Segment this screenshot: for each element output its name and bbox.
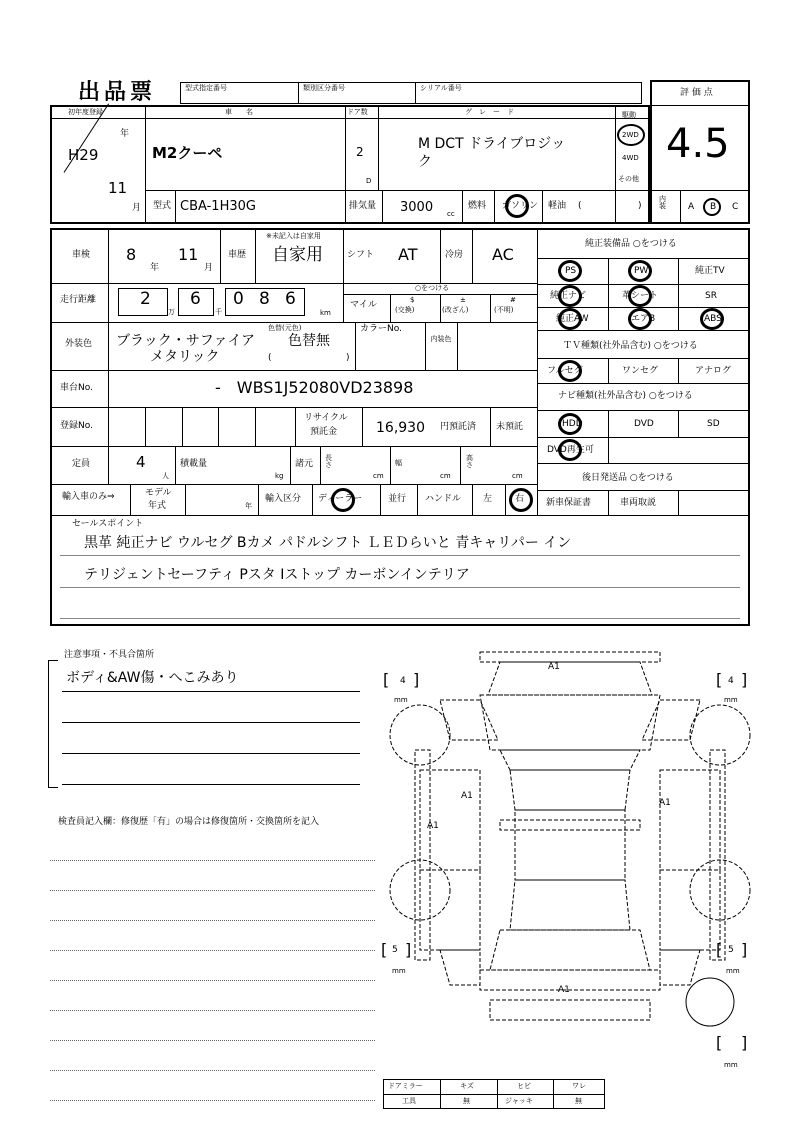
notes-bracket <box>48 660 58 788</box>
tire-rl: 5 <box>392 945 398 955</box>
car-name-label: 車 名 <box>225 108 253 116</box>
tv-oneseg: ワンセグ <box>622 366 659 376</box>
model-value: CBA-1H30G <box>180 199 256 214</box>
navi-hdd-circle <box>558 413 582 435</box>
naisou-label: 内装 <box>659 195 666 210</box>
grade-a: A <box>688 202 695 212</box>
tire-rl-bracket: [ <box>381 940 388 959</box>
door-sub: D <box>366 177 372 185</box>
spare-mm: mm <box>724 1061 738 1069</box>
navi-sd: SD <box>707 419 720 429</box>
grade-c: C <box>732 202 739 212</box>
door-label: ドア数 <box>347 108 368 116</box>
legend-row-jack: ジャッキ <box>505 1097 533 1105</box>
color-line1: ブラック・サファイア <box>116 333 256 349</box>
drive-4wd: 4WD <box>622 154 639 162</box>
grade-line1: M DCT ドライブロジッ <box>418 136 566 152</box>
legend-row-tools: 工具 <box>402 1097 416 1105</box>
equip-airbag: エアB <box>631 314 656 324</box>
equip-navi: 純正ナビ <box>550 291 587 301</box>
post-warranty: 新車保証書 <box>546 498 592 508</box>
capacity-unit: 人 <box>162 472 169 480</box>
equip-aw-circle <box>558 308 582 330</box>
fuel-paren-l: ( <box>578 201 582 211</box>
drive-other: その他 <box>618 175 639 183</box>
sales-line2: テリジェントセーフティ Pスタ Iストップ カーボンインテリア <box>84 567 470 583</box>
notes-line1: ボディ&AW傷・へこみあり <box>66 670 239 686</box>
touroku-label: 登録No. <box>60 421 93 431</box>
equip-leather: 革シート <box>622 291 659 301</box>
shaken-label: 車検 <box>72 250 91 260</box>
ac-value: AC <box>492 245 514 264</box>
tire-fl-bracket: [ <box>383 670 390 689</box>
equip-abs-circle <box>700 308 724 330</box>
naisou-color-label: 内装色 <box>430 335 452 343</box>
history-value: 自家用 <box>272 245 323 265</box>
navi-hdd: HDD <box>562 419 583 429</box>
sales-label: セールスポイント <box>72 519 144 529</box>
load-label: 積載量 <box>180 459 208 469</box>
equip-title: 純正装備品 ○をつける <box>585 239 677 249</box>
mileage-label: 走行距離 <box>60 295 97 305</box>
reg-month: 11 <box>108 179 128 197</box>
tire-rr: 5 <box>728 945 734 955</box>
model-year-label2: 年式 <box>148 501 167 511</box>
serial-label: シリアル番号 <box>420 84 462 92</box>
mileage-circle-note: ○をつける <box>415 284 450 292</box>
ac-label: 冷房 <box>445 250 464 260</box>
spare-bracket-r: ] <box>741 1033 748 1052</box>
kokan-option: (交換) <box>395 306 415 314</box>
iro-paren-l: ( <box>268 353 272 363</box>
fumei-top: # <box>510 296 516 304</box>
legend-head-kizu: キズ <box>460 1082 474 1090</box>
color-label: 外装色 <box>65 339 93 349</box>
navi-title: ナビ種類(社外品含む) ○をつける <box>558 391 693 401</box>
first-reg-label: 初年度登録 <box>68 108 103 116</box>
mileage-sen: 千 <box>215 308 222 316</box>
score-value: 4.5 <box>666 121 730 167</box>
mileage-man: 万 <box>168 308 175 316</box>
ruibetsu-label: 類別区分番号 <box>303 84 345 92</box>
iro-value: 色替無 <box>288 333 330 349</box>
tire-fl-mm: mm <box>394 696 408 704</box>
disp-cc: cc <box>447 210 455 218</box>
tv-title: ＴＶ種類(社外品含む) ○をつける <box>563 341 698 351</box>
import-dealer-circle <box>331 488 355 512</box>
tire-fr-mm: mm <box>724 696 738 704</box>
iro-paren-r: ) <box>346 353 350 363</box>
equip-tv: 純正TV <box>695 266 725 276</box>
hei-label: 高さ <box>466 454 473 469</box>
fumei-option: (不明) <box>494 306 514 314</box>
disp-label: 排気量 <box>349 201 377 211</box>
model-year-unit: 年 <box>245 502 252 510</box>
chassis-label: 車台No. <box>60 383 93 393</box>
car-diagram <box>380 640 760 1080</box>
grade-label: グ レ ー ド <box>465 108 514 116</box>
drive-2wd-circle <box>617 124 645 146</box>
recycle-label1: リサイクル <box>304 413 348 423</box>
mileage-digit-4: 8 <box>259 289 270 309</box>
tv-fullseg: フルセグ <box>547 366 583 376</box>
chassis-value: - WBS1J52080VD23898 <box>215 378 414 397</box>
tire-rr-bracket-r: ] <box>741 940 748 959</box>
shaken-month: 11 <box>178 245 199 264</box>
shaken-year-unit: 年 <box>150 263 160 273</box>
damage-mark-left-door: A1 <box>461 791 473 801</box>
car-name: M2クーペ <box>152 144 223 162</box>
recycle-unpaid: 未預託 <box>496 422 524 432</box>
recycle-label2: 預託金 <box>310 427 338 437</box>
fuel-gasoline: ガソリン <box>502 201 539 211</box>
len-cm: cm <box>373 472 384 480</box>
capacity-value: 4 <box>136 453 146 471</box>
mileage-digit-5: 6 <box>285 289 296 309</box>
grade-b-circle <box>703 198 721 216</box>
tire-fr: 4 <box>728 676 734 686</box>
tire-rl-bracket-r: ] <box>405 940 412 959</box>
inspector-label: 検査員記入欄：修復歴「有」の場合は修復箇所・交換箇所を記入 <box>58 817 320 827</box>
equip-airbag-circle <box>628 308 652 330</box>
kaizan-top: ± <box>460 296 466 304</box>
year-unit: 年 <box>120 129 130 139</box>
mile-option: マイル <box>350 300 377 310</box>
handle-right: 右 <box>515 494 525 504</box>
legend-head-ware: ワレ <box>572 1082 586 1090</box>
tire-fl: 4 <box>400 676 406 686</box>
equip-ps-circle <box>558 260 582 282</box>
tire-rr-bracket: [ <box>716 940 723 959</box>
equip-pw: PW <box>634 266 649 276</box>
equip-pw-circle <box>628 260 652 282</box>
dvd-playback: DVD再生可 <box>547 445 594 455</box>
form-title: 出品票 <box>78 80 157 105</box>
door-count: 2 <box>356 145 364 159</box>
shift-label: シフト <box>347 250 375 260</box>
load-kg: kg <box>275 472 284 480</box>
mileage-digit-2: 6 <box>190 289 201 309</box>
wid-label: 幅 <box>395 459 402 467</box>
damage-mark-left-side: A1 <box>427 821 439 831</box>
history-note: ※未記入は自家用 <box>266 232 321 240</box>
fuel-paren-r: ) <box>638 201 642 211</box>
tire-rl-mm: mm <box>392 967 406 975</box>
drive-2wd: 2WD <box>622 131 639 139</box>
model-year-label1: モデル <box>145 488 172 498</box>
equip-sr: SR <box>705 291 717 301</box>
import-label: 輸入車のみ⇒ <box>62 492 115 502</box>
damage-mark-right-door: A1 <box>659 798 671 808</box>
tire-fl-bracket-r: ] <box>413 670 420 689</box>
post-manual: 車両取説 <box>620 498 657 508</box>
fuel-label: 燃料 <box>468 201 487 211</box>
katashiki-label: 型式指定番号 <box>185 84 227 92</box>
header-code-box <box>180 82 642 104</box>
len-label: 長さ <box>325 454 332 469</box>
kaizan-option: (改ざん) <box>442 306 469 314</box>
equip-aw: 純正AW <box>556 314 589 324</box>
import-kubun-label: 輸入区分 <box>265 494 302 504</box>
score-label: 評 価 点 <box>680 88 713 98</box>
equip-leather-circle <box>628 285 652 307</box>
tire-rr-mm: mm <box>726 967 740 975</box>
tv-analog: アナログ <box>695 366 732 376</box>
spare-bracket: [ <box>716 1033 723 1052</box>
era-year: H29 <box>68 146 99 164</box>
tv-fullseg-circle <box>558 360 582 382</box>
wid-cm: cm <box>440 472 451 480</box>
handle-right-circle <box>509 488 533 512</box>
damage-mark-front: A1 <box>548 662 560 672</box>
equip-navi-circle <box>558 285 582 307</box>
grade-b: B <box>710 202 717 212</box>
shaken-year: 8 <box>126 245 137 264</box>
model-label: 型式 <box>153 201 172 211</box>
equip-abs: ABS <box>704 314 722 324</box>
dim-label: 諸元 <box>295 459 314 469</box>
colorno-label: カラーNo. <box>360 324 402 334</box>
capacity-label: 定員 <box>72 459 91 469</box>
recycle-paid: 円預託済 <box>440 422 477 432</box>
disp-value: 3000 <box>400 200 434 215</box>
color-line2: メタリック <box>150 349 220 365</box>
shaken-month-unit: 月 <box>204 263 214 273</box>
history-label: 車歴 <box>228 250 247 260</box>
handle-label: ハンドル <box>425 494 462 504</box>
dvd-playback-circle <box>558 439 582 461</box>
handle-left: 左 <box>483 494 493 504</box>
sales-line1: 黒革 純正ナビ ウルセグ Bカメ パドルシフト ＬＥＤらいと 青キャリパー イン <box>84 535 572 551</box>
month-unit: 月 <box>132 203 142 213</box>
legend-head-mirror: ドアミラー <box>388 1082 423 1090</box>
iro-label: 色替(元色) <box>268 324 302 332</box>
navi-dvd: DVD <box>634 419 654 429</box>
import-dealer: ディーラー <box>318 494 363 504</box>
tire-fr-bracket: [ <box>716 670 723 689</box>
grade-line2: ク <box>418 154 432 170</box>
fuel-gasoline-circle <box>505 194 529 218</box>
drive-label: 駆動 <box>622 111 636 119</box>
legend-row-jack-val: 無 <box>575 1097 582 1105</box>
notes-label: 注意事項・不具合箇所 <box>64 650 155 660</box>
hei-cm: cm <box>512 472 523 480</box>
kokan-top: $ <box>410 296 415 304</box>
import-heiko: 並行 <box>388 494 407 504</box>
equip-ps: PS <box>565 266 577 276</box>
recycle-value: 16,930 <box>376 420 425 436</box>
mileage-digit-3: 0 <box>233 289 244 309</box>
damage-mark-rear: A1 <box>558 985 570 995</box>
mileage-digit-1: 2 <box>140 289 151 309</box>
mileage-km: km <box>320 309 331 317</box>
legend-row-tools-val: 無 <box>463 1097 470 1105</box>
legend-head-hibi: ヒビ <box>517 1082 531 1090</box>
post-title: 後日発送品 ○をつける <box>582 473 674 483</box>
fuel-diesel: 軽油 <box>548 201 567 211</box>
tire-fr-bracket-r: ] <box>741 670 748 689</box>
shift-value: AT <box>398 245 418 264</box>
